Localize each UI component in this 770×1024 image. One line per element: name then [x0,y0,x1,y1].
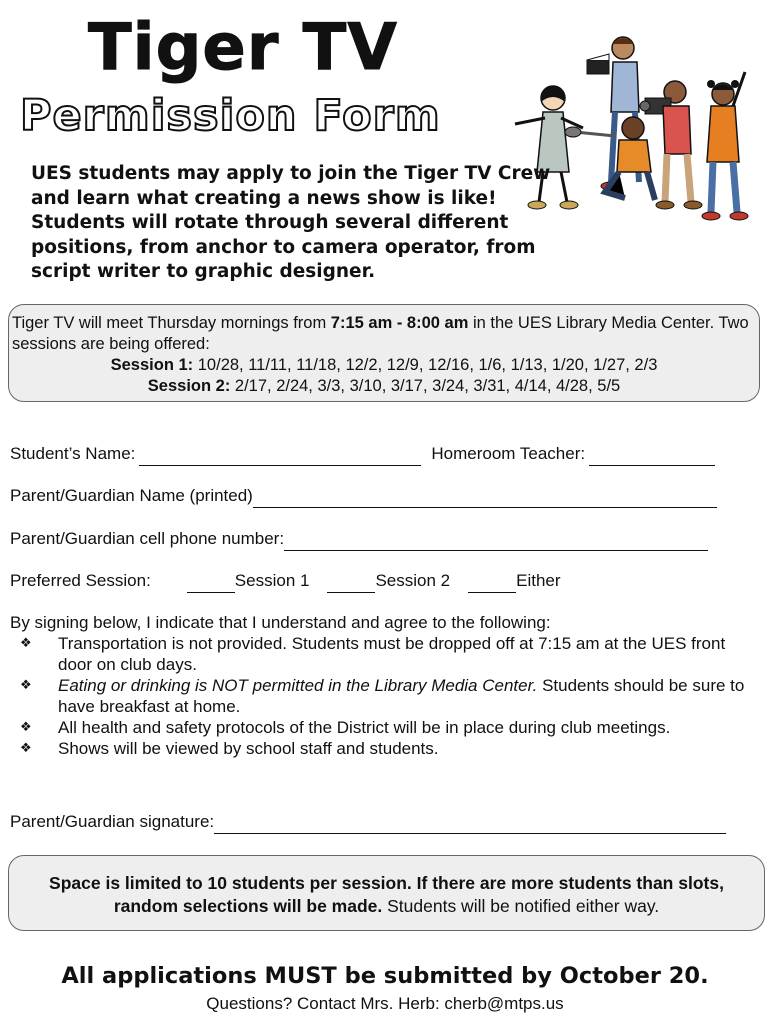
list-item: ❖ Shows will be viewed by school staff and students. [20,739,439,758]
diamond-bullet-icon: ❖ [20,720,32,735]
list-item: ❖ Transportation is not provided. Students must be dropped off at 7:15 am at the UES front door on club days. [20,634,726,674]
signature-row [10,810,762,834]
list-item: ❖ All health and safety protocols of the District will be in place during club meetings. [20,718,671,737]
meeting-time: 7:15 am - 8:00 am [330,314,469,332]
session-1-option: Session 1 [234,571,310,590]
guardian-phone-line[interactable] [284,532,708,551]
title-permission-form: Permission Form [20,91,441,141]
diamond-bullet-icon: ❖ [20,678,32,693]
student-name-row [10,442,762,466]
diamond-bullet-icon: ❖ [20,741,32,756]
either-option: Either [516,571,561,590]
guardian-name-row [10,484,762,508]
meeting-schedule-text: Tiger TV will meet Thursday mornings from 7:15 am - 8:00 am in the UES Library Media Center. Two sessions are being offered: [12,314,749,353]
notice-bold-text: Space is limited to 10 students per session. If there are more students than slots, random selections will be made. [49,873,724,916]
student-name-label: Student’s Name: [10,444,136,463]
homeroom-teacher-line[interactable] [589,447,715,466]
signature-label: Parent/Guardian signature: [10,812,215,831]
notice-rest-text: Students will be notified either way. [382,896,660,916]
girl-waving-figure [702,72,748,220]
either-choice-line[interactable] [468,574,516,593]
space-limited-notice-box [8,855,765,931]
session-2-choice-line[interactable] [327,574,375,593]
signature-line[interactable] [214,815,726,834]
agreement-intro: By signing below, I indicate that I understand and agree to the following: [10,613,551,632]
session-1-choice-line[interactable] [187,574,235,593]
preferred-session-label: Preferred Session: [10,571,151,590]
list-item: ❖ Eating or drinking is NOT permitted in the Library Media Center. Students should be sure to have breakfast at home. [20,676,745,716]
guardian-name-label: Parent/Guardian Name (printed) [10,486,253,505]
preferred-session-row [10,569,762,593]
contact-text: Questions? Contact Mrs. Herb: cherb@mtps.us [206,994,564,1013]
deadline-text: All applications MUST be submitted by October 20. [61,963,709,989]
diamond-bullet-icon: ❖ [20,636,32,651]
guardian-phone-label: Parent/Guardian cell phone number: [10,529,285,548]
session-2-option: Session 2 [375,571,451,590]
session-1-dates: Session 1: 10/28, 11/11, 11/18, 12/2, 12/9, 12/16, 1/6, 1/13, 1/20, 1/27, 2/3 [110,356,658,374]
student-name-line[interactable] [139,447,421,466]
meeting-info-box [8,304,760,402]
title-tiger-tv: Tiger TV [88,11,398,85]
guardian-phone-row [10,527,762,551]
agreement-list [10,633,760,759]
session-2-dates: Session 2: 2/17, 2/24, 3/3, 3/10, 3/17, 3/24, 3/31, 4/14, 4/28, 5/5 [147,377,621,395]
intro-paragraph: UES students may apply to join the Tiger TV Crew and learn what creating a news show is like! Students will rotate through several different positions, from anchor to camera operator, from script writer to graphic designer. [31,163,551,282]
homeroom-teacher-label: Homeroom Teacher: [431,444,586,463]
guardian-name-line[interactable] [253,489,717,508]
